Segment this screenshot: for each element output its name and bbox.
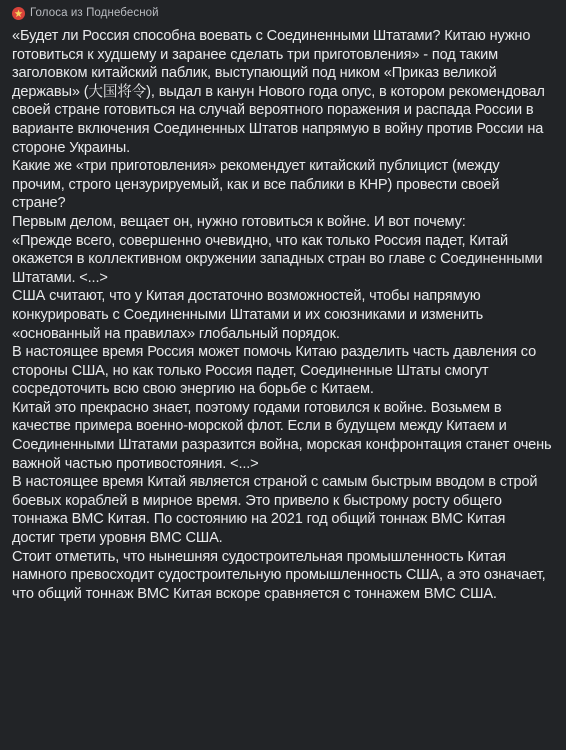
post-paragraph-1: «Будет ли Россия способна воевать с Соединенными Штатами? Китаю нужно готовиться к худшему и заранее сделать три приготовления» - под таким заголовком китайский паблик, выступающий под ником «Приказ великой державы» (大国将令), выдал в канун Нового года опус, в котором рекомендовал своей стране готовиться на случай вероятного поражения и распада России в варианте включения Соединенных Штатов напрямую в войну против России на стороне Украины. bbox=[12, 28, 545, 156]
post-paragraph-6: В настоящее время Россия может помочь Китаю разделить часть давления со стороны США, но как только Россия падет, Соединенные Штаты смогут сосредоточить всю свою энергию на борьбе с Китаем. bbox=[12, 344, 537, 398]
channel-header[interactable] bbox=[12, 4, 552, 22]
channel-name[interactable]: Голоса из Поднебесной bbox=[30, 7, 159, 19]
post-text bbox=[12, 27, 552, 603]
post-paragraph-2: Какие же «три приготовления» рекомендует китайский публицист (между прочим, строго цензурируемый, как и все паблики в КНР) провести своей стране? bbox=[12, 158, 500, 212]
post-paragraph-7: Китай это прекрасно знает, поэтому годами готовился к войне. Возьмем в качестве примера военно-морской флот. Если в будущем между Китаем и Соединенными Штатами разразится война, морская конфронтация станет очень важной частью противостояния. <...> bbox=[12, 399, 552, 472]
post-paragraph-8: В настоящее время Китай является страной с самым быстрым вводом в строй боевых кораблей в мирное время. Это привело к быстрому росту общего тоннажа ВМС Китая. По состоянию на 2021 год общий тоннаж ВМС Китая достиг трети уровня ВМС США. bbox=[12, 474, 538, 547]
channel-avatar-icon[interactable] bbox=[12, 7, 25, 20]
post-paragraph-5: США считают, что у Китая достаточно возможностей, чтобы напрямую конкурировать с Соединенными Штатами и их союзниками и изменить «основанный на правилах» глобальный порядок. bbox=[12, 288, 484, 342]
post-paragraph-9: Стоит отметить, что нынешняя судостроительная промышленность Китая намного превосходит судостроительную промышленность США, а это означает, что общий тоннаж ВМС Китая вскоре сравняется с тоннажем ВМС США. bbox=[12, 548, 546, 602]
post-paragraph-4: «Прежде всего, совершенно очевидно, что как только Россия падет, Китай окажется в коллективном окружении западных стран во главе с Соединенными Штатами. <...> bbox=[12, 232, 543, 286]
post-paragraph-3: Первым делом, вещает он, нужно готовиться к войне. И вот почему: bbox=[12, 213, 466, 230]
